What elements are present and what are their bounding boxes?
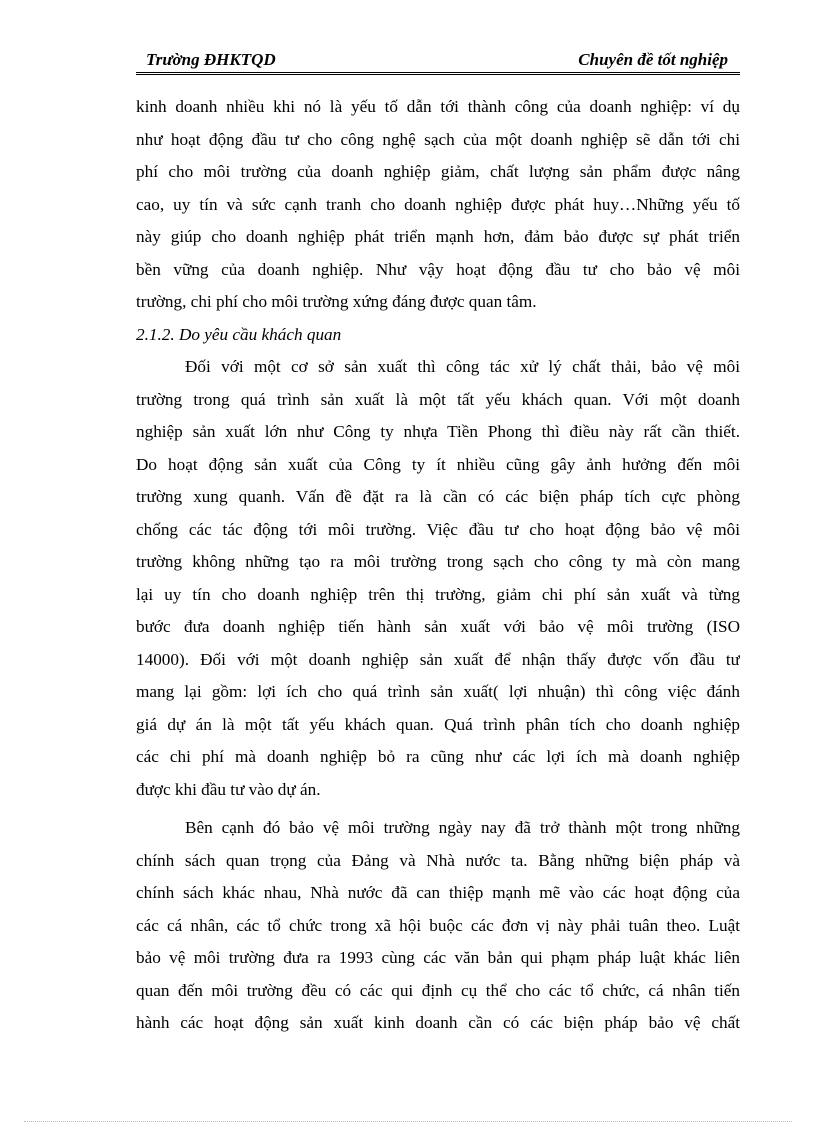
text-line: trường, chi phí cho môi trường xứng đáng được quan tâm. <box>136 292 537 311</box>
text-line: trường trong quá trình sản xuất là một tất yếu khách quan. Với một doanh <box>136 389 740 409</box>
text-line: trường không những tạo ra môi trường trong sạch cho công ty mà còn mang <box>136 552 740 571</box>
text-line: mang lại gồm: lợi ích cho quá trình sản xuất( lợi nhuận) thì công việc đánh <box>136 682 740 701</box>
text-line: cao, uy tín và sức cạnh tranh cho doanh nghiệp được phát huy…Những yếu tố <box>136 194 740 214</box>
text-line: chống các tác động tới môi trường. Việc đầu tư cho hoạt động bảo vệ môi <box>136 519 740 539</box>
text-line: nghiệp sản xuất lớn như Công ty nhựa Tiền Phong thì điều này rất cần thiết. <box>136 422 740 441</box>
text-line: chính sách quan trọng của Đảng và Nhà nước ta. Bằng những biện pháp và <box>136 850 740 870</box>
text-line: các cá nhân, các tổ chức trong xã hội buộc các đơn vị này phải tuân theo. Luật <box>136 915 740 935</box>
text-line: hành các hoạt động sản xuất kinh doanh cần có các biện pháp bảo vệ chất <box>136 1013 740 1032</box>
text-line: Đối với một cơ sở sản xuất thì công tác xử lý chất thải, bảo vệ môi <box>185 357 740 376</box>
text-line: Bên cạnh đó bảo vệ môi trường ngày nay đã trở thành một trong những <box>185 818 740 837</box>
body-text <box>136 91 740 1040</box>
text-line: các chi phí mà doanh nghiệp bỏ ra cũng như các lợi ích mà doanh nghiệp <box>136 747 740 766</box>
text-line: giá dự án là một tất yếu khách quan. Quá trình phân tích cho doanh nghiệp <box>136 714 740 734</box>
text-line: Do hoạt động sản xuất của Công ty ít nhiều cũng gây ảnh hưởng đến môi <box>136 454 740 474</box>
section-heading: 2.1.2. Do yêu cầu khách quan <box>136 324 342 344</box>
text-line: bước đưa doanh nghiệp tiến hành sản xuất với bảo vệ môi trường (ISO <box>136 617 740 636</box>
text-line: bảo vệ môi trường đưa ra 1993 cùng các văn bản qui phạm pháp luật khác liên <box>136 948 740 967</box>
text-line: trường xung quanh. Vấn đề đặt ra là cần có các biện pháp tích cực phòng <box>136 487 740 506</box>
text-line: quan đến môi trường đều có các qui định cụ thể cho các tổ chức, cá nhân tiến <box>136 980 740 1000</box>
header-document-type: Chuyên đề tốt nghiệp <box>578 50 728 69</box>
text-line: 14000). Đối với một doanh nghiệp sản xuất để nhận thấy được vốn đầu tư <box>136 649 740 669</box>
text-line: bền vững của doanh nghiệp. Như vậy hoạt động đầu tư cho bảo vệ môi <box>136 259 740 279</box>
text-line: lại uy tín cho doanh nghiệp trên thị trường, giảm chi phí sản xuất và từng <box>136 584 740 604</box>
text-line: này giúp cho doanh nghiệp phát triển mạnh hơn, đảm bảo được sự phát triển <box>136 227 740 246</box>
page-header <box>136 48 740 75</box>
text-line: chính sách khác nhau, Nhà nước đã can thiệp mạnh mẽ vào các hoạt động của <box>136 883 740 902</box>
page-bottom-rule <box>24 1121 792 1122</box>
text-line: như hoạt động đầu tư cho công nghệ sạch của một doanh nghiệp sẽ dẫn tới chi <box>136 129 740 149</box>
text-line: được khi đầu tư vào dự án. <box>136 779 321 799</box>
header-school-name: Trường ĐHKTQD <box>146 50 276 69</box>
text-line: phí cho môi trường của doanh nghiệp giảm, chất lượng sản phẩm được nâng <box>136 162 740 181</box>
text-line: kinh doanh nhiều khi nó là yếu tố dẫn tới thành công của doanh nghiệp: ví dụ <box>136 97 740 116</box>
